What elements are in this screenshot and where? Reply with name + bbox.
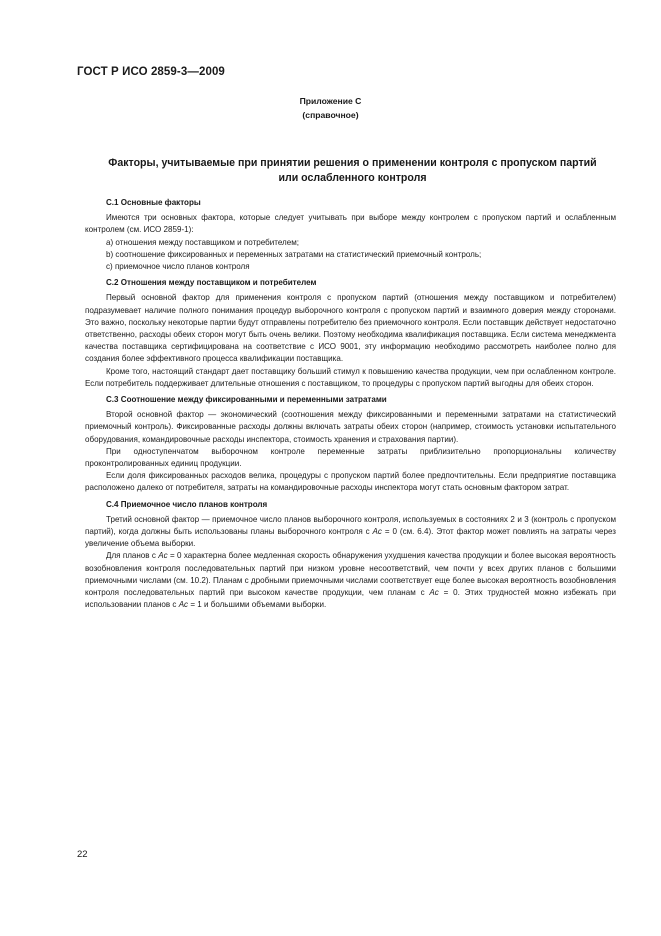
c4-paragraph-2	[85, 550, 616, 611]
c1-item-c: с) приемочное число планов контроля	[106, 262, 250, 272]
c1-item-b: b) соотношение фиксированных и переменных затратами на статистический приемочный контроль;	[106, 249, 482, 259]
c2-paragraph-1: Первый основной фактор для применения контроля с пропуском партий (отношения между поставщиком и потребителем) подразумевает наличие полного понимания процедур выборочного контроля с пропуском партий и взаимного доверия между сторонами. Это важно, поскольку некоторые партии будут отправлены потребителю без приемочного контроля. Если поставщик действует недостаточно ответственно, расходы обеих сторон могут быть очень велики. Поэтому необходима квалификация поставщика. Если система менеджмента качества поставщика сертифицирована на соответствие с ИСО 9001, эту информацию необходимо рассмотреть наиболее полно для создания более эффективного процесса квалификации поставщика.	[85, 293, 616, 364]
c1-intro: Имеются три основных фактора, которые следует учитывать при выборе между контролем с пропуском партий и ослабленным контролем (см. ИСО 2859-1):	[85, 213, 616, 235]
ac-symbol: Ac	[429, 588, 439, 598]
title-line-1: Факторы, учитываемые при принятии решения о применении контроля с пропуском партий	[108, 157, 597, 169]
ac-symbol: Ac	[158, 551, 168, 561]
c4-p1-part-a: Третий основной фактор — приемочное число планов выборочного контроля, используемых в состояниях 2 и 3 (контроль с пропуском партий), когда должны быть использованы планы выборочного контроля с	[85, 514, 616, 537]
page-number: 22	[77, 849, 88, 860]
c3-paragraph-2: При одноступенчатом выборочном контроле переменные затраты приблизительно пропорциональны количеству проконтролированных единиц продукции.	[85, 446, 616, 469]
section-heading-c1: С.1 Основные факторы	[106, 198, 201, 207]
c4-paragraph-1	[85, 514, 616, 551]
ac-symbol: Ac	[372, 527, 382, 537]
appendix-note: (справочное)	[302, 110, 359, 120]
c4-p2-part-a: Для планов с	[106, 551, 159, 561]
body-text	[85, 193, 616, 612]
section-heading-c4: С.4 Приемочное число планов контроля	[106, 499, 268, 509]
page-title	[85, 156, 620, 186]
c3-paragraph-1: Второй основной фактор — экономический (соотношения между фиксированными и переменными затратами на статистический приемочный контроль). Фиксированные расходы должны включать затраты обеих сторон (например, стоимость установки испытательного оборудования, командировочные расходы инспектора, стоимость хранения и страхования партии).	[85, 410, 616, 444]
c4-p2-part-b: = 0 характерна более медленная скорость обнаружения ухудшения качества продукции и более высокая вероятность возобновления контроля последовательных партий при низком уровне несоответствий, чем почти у всех других планов с большими приемочными числами (см. 10.2). Планам с дробными приемочными числами соответствует еще более высокая вероятность возобновления контроля последовательных партий при высоком качестве продукции, чем планам с	[85, 551, 616, 598]
c1-item-a: а) отношения между поставщиком и потребителем;	[106, 237, 299, 247]
appendix-label	[0, 94, 661, 122]
title-line-2: или ослабленного контроля	[278, 172, 427, 184]
appendix-title: Приложение С	[299, 96, 362, 106]
section-heading-c2: С.2 Отношения между поставщиком и потребителем	[106, 278, 317, 288]
ac-symbol: Ac	[178, 600, 189, 610]
c4-p2-part-d: = 1 и большими объемами выборки.	[188, 600, 327, 610]
section-heading-c3: С.3 Соотношение между фиксированными и переменными затратами	[106, 395, 387, 405]
standard-code: ГОСТ Р ИСО 2859-3—2009	[77, 66, 225, 78]
c2-paragraph-2: Кроме того, настоящий стандарт дает поставщику больший стимул к повышению качества продукции, чем при ослабленном контроле. Если потребитель поддерживает длительные отношения с поставщиком, то процедуры с пропуском партий выгодны для обеих сторон.	[85, 366, 616, 388]
c4-p1-part-b: = 0 (см. 6.4). Этот фактор может повлиять на затраты через увеличение объема выборки.	[85, 527, 616, 549]
c3-paragraph-3: Если доля фиксированных расходов велика, процедуры с пропуском партий более предпочтительны. Если предприятие поставщика расположено далеко от потребителя, затраты на командировочные расходы инспектора могут стать основным фактором затрат.	[85, 471, 616, 493]
c4-p2-part-c: = 0. Этих трудностей можно избежать при использовании планов с	[85, 588, 616, 610]
